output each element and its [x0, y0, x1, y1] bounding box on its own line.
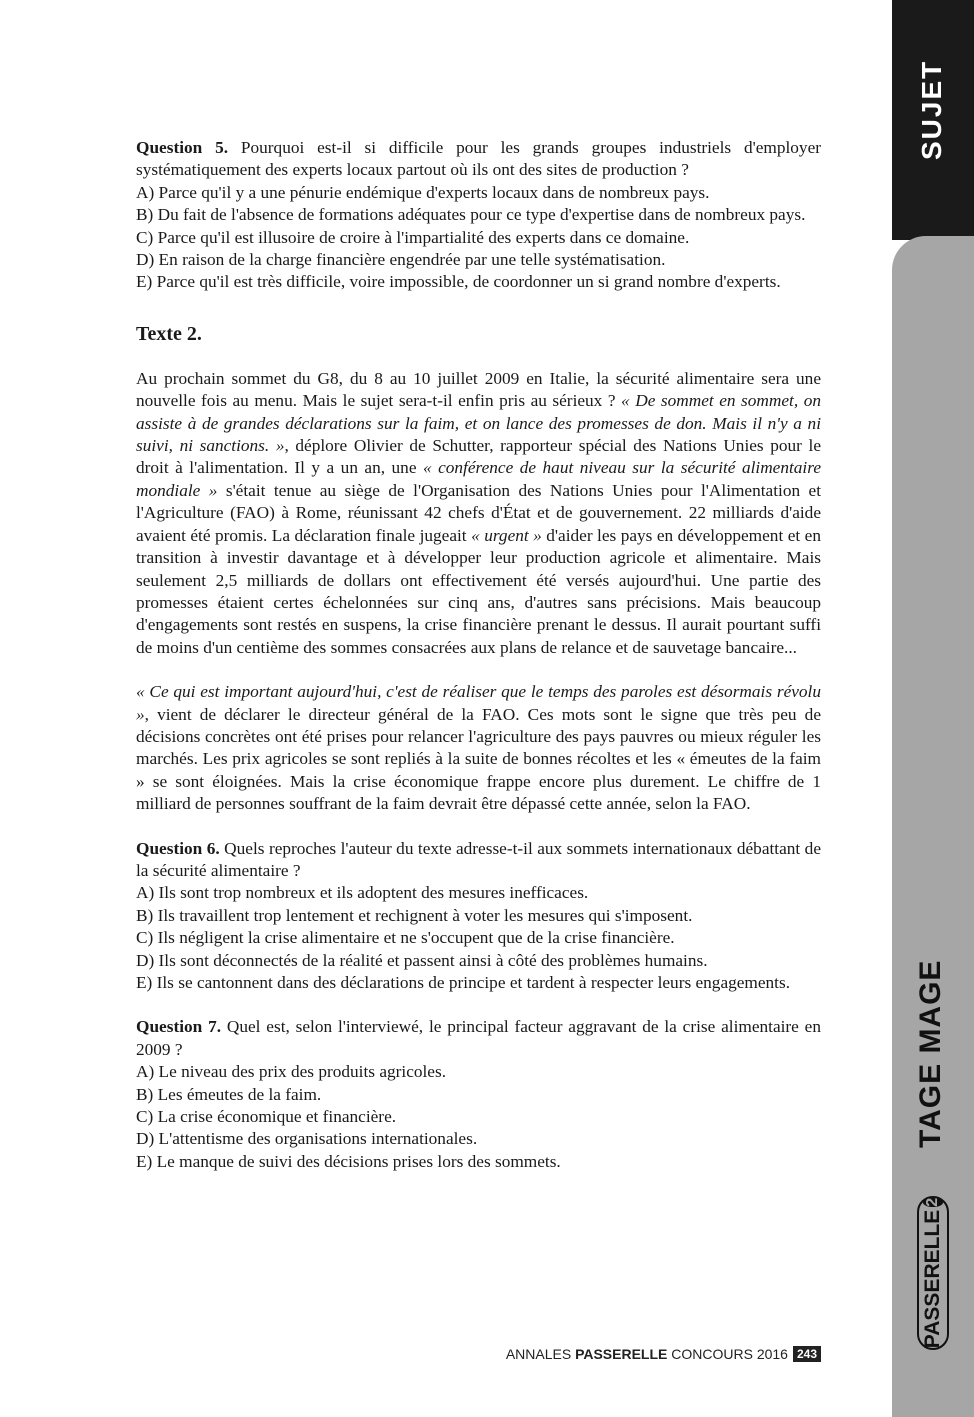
p1-quote-3: « urgent »: [471, 525, 542, 545]
passerelle-logo: [917, 1196, 949, 1350]
page-number: 243: [793, 1346, 821, 1362]
option-5b: B) Du fait de l'absence de formations adéquates pour ce type d'expertise dans de nombreux pays.: [136, 205, 806, 225]
p1-run-4: d'aider les pays en développement et en transition à investir davantage et à développer leur production agricole et alimentaire. Mais seulement 2,5 milliards de dollars ont effectivement été versés aujourd'hui. Une partie des promesses étaient certes échelonnées sur cinq ans, d'autres sans précisions. Mais beaucoup d'engagements sont restés en suspens, la crise financière prenant le dessus. Il aurait pourtant suffi de moins d'un centième des sommes consacrées aux plans de relance et de sauvetage bancaire...: [136, 525, 821, 657]
p1-quote-2: « conférence de haut niveau sur la sécurité alimentaire mondiale »: [136, 458, 821, 500]
question-7: [136, 1016, 821, 1173]
option-7a: A) Le niveau des prix des produits agricoles.: [136, 1062, 447, 1082]
option-6b: B) Ils travaillent trop lentement et rechignent à voter les mesures qui s'imposent.: [136, 905, 693, 925]
passerelle-logo-text: PASSERELLE: [921, 1209, 944, 1349]
footer-prefix: ANNALES: [505, 1346, 576, 1362]
question-5-stem: [136, 137, 821, 182]
p1-quote-1: « De sommet en sommet, on assiste à de grandes déclarations sur la faim, et on lance des promesses de don. Mais il n'y a ni suivi, ni sanctions. »: [136, 391, 821, 456]
option-6e: E) Ils se cantonnent dans des déclarations de principe et tardent à respecter leurs engagements.: [136, 973, 791, 992]
option-6c: C) Ils négligent la crise alimentaire et ne s'occupent que de la crise financière.: [136, 928, 675, 948]
option-6d: D) Ils sont déconnectés de la réalité et passent ainsi à côté des problèmes humains.: [136, 950, 708, 970]
page-content: [136, 137, 821, 1173]
section-label: SUJET: [916, 59, 947, 160]
option-5e: E) Parce qu'il est très difficile, voire impossible, de coordonner un si grand nombre d'experts.: [136, 272, 781, 292]
p1-run-1: Au prochain sommet du G8, du 8 au 10 juillet 2009 en Italie, la sécurité alimentaire sera une nouvelle fois au menu. Mais le sujet sera-t-il enfin pris au sérieux ?: [136, 368, 821, 411]
question-6-text: Quels reproches l'auteur du texte adresse-t-il aux sommets internationaux débattant de la sécurité alimentaire ?: [136, 838, 821, 880]
texte-2-paragraph-1: [136, 368, 821, 659]
question-6-stem: [136, 838, 821, 883]
p1-run-2: , déplore Olivier de Schutter, rapporteur spécial des Nations Unies pour le droit à l'alimentation. Il y a un an, une: [136, 436, 822, 478]
question-7-text: Quel est, selon l'interviewé, le principal facteur aggravant de la crise alimentaire en 2009 ?: [136, 1017, 821, 1059]
footer-brand: PASSERELLE: [575, 1346, 668, 1362]
question-5-text: Pourquoi est-il si difficile pour les grands groupes industriels d'employer systématiquement des experts locaux partout où ils ont des sites de production ?: [136, 138, 821, 180]
footer-suffix: CONCOURS 2016: [667, 1346, 788, 1362]
option-7e: E) Le manque de suivi des décisions prises lors des sommets.: [136, 1151, 561, 1171]
question-5: [136, 137, 821, 294]
question-6: [136, 838, 821, 995]
option-5c: C) Parce qu'il est illusoire de croire à l'impartialité des experts dans ce domaine.: [136, 227, 690, 247]
option-7b: B) Les émeutes de la faim.: [136, 1084, 322, 1104]
option-5a: A) Parce qu'il y a une pénurie endémique d'experts locaux dans de nombreux pays.: [136, 182, 710, 202]
texte-2-title: Texte 2.: [136, 322, 202, 345]
question-7-stem: [136, 1016, 821, 1061]
question-7-label: Question 7.: [136, 1017, 222, 1037]
exam-label: TAGE MAGE: [914, 959, 947, 1148]
option-5d: D) En raison de la charge financière engendrée par une telle systématisation.: [136, 250, 666, 270]
option-7c: C) La crise économique et financière.: [136, 1107, 397, 1127]
texte-2-paragraph-2: [136, 681, 821, 815]
passerelle-logo-number: 2: [924, 1197, 941, 1207]
p2-quote-1: « Ce qui est important aujourd'hui, c'est de réaliser que le temps des paroles est désormais révolu »: [136, 682, 821, 724]
option-7d: D) L'attentisme des organisations internationales.: [136, 1129, 478, 1149]
question-5-label: Question 5.: [136, 138, 229, 157]
option-6a: A) Ils sont trop nombreux et ils adoptent des mesures inefficaces.: [136, 883, 589, 903]
question-6-label: Question 6.: [136, 838, 220, 858]
page-footer: [506, 1346, 821, 1362]
p1-run-3: s'était tenue au siège de l'Organisation des Nations Unies pour l'Alimentation et l'Agriculture (FAO) à Rome, réunissant 42 chefs d'État et de gouvernement. 22 milliards d'aide avaient été promis. La déclaration finale jugeait: [136, 480, 822, 545]
p2-run-1: , vient de déclarer le directeur général de la FAO. Ces mots sont le signe que très peu de décisions concrètes ont été prises pour relancer l'agriculture des pays pauvres ou mieux réguler les marchés. Les prix agricoles se sont repliés à la suite de bonnes récoltes et les « émeutes de la faim » se sont éloignées. Mais la crise économique frappe encore plus durement. Le chiffre de 1 milliard de personnes souffrant de la faim devrait être dépassé cette année, selon la FAO.: [136, 704, 821, 814]
